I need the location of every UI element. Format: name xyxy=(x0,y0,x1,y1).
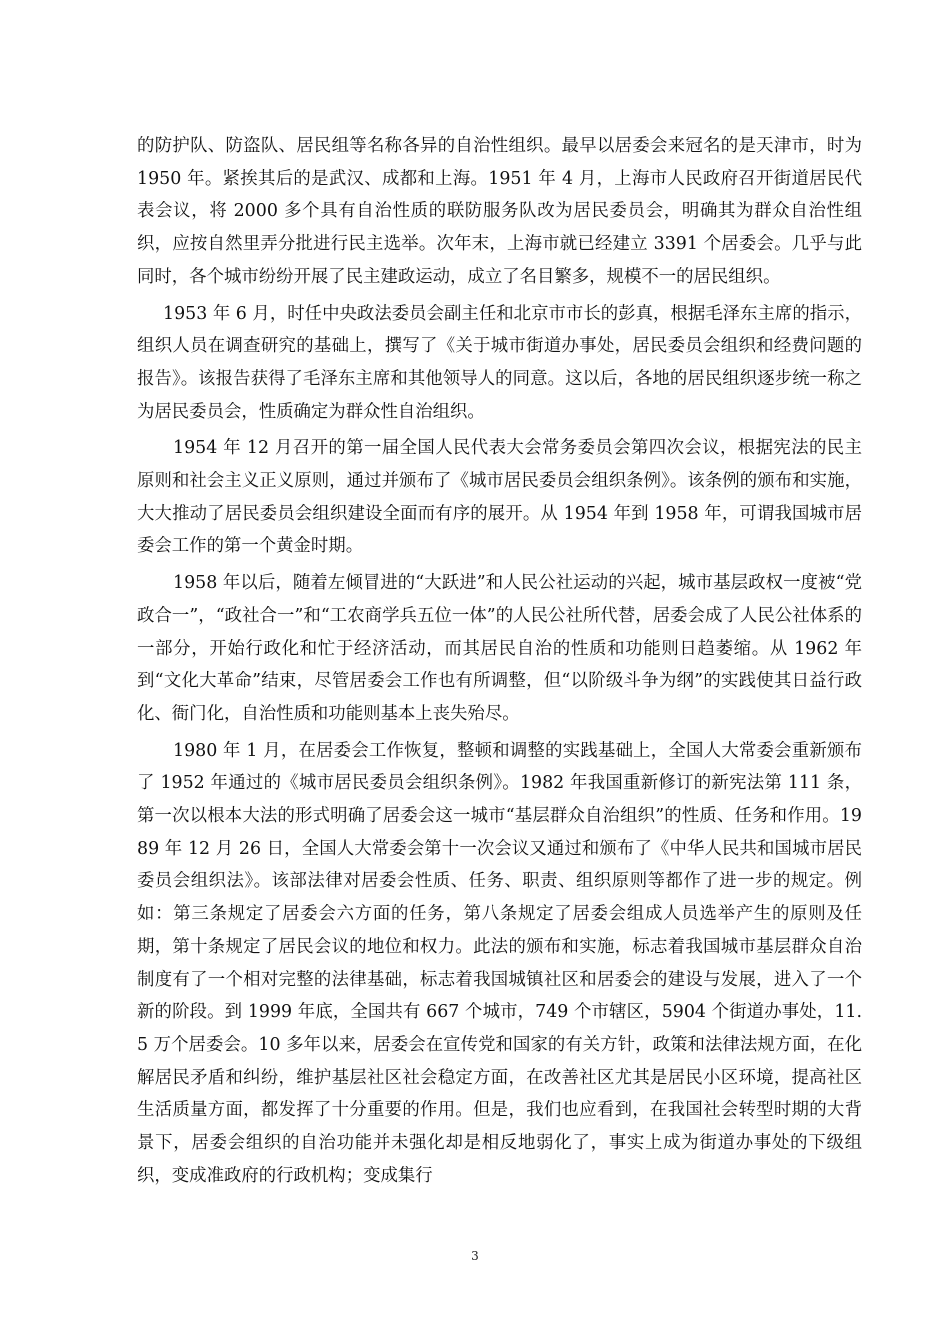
paragraph-4: 1958 年以后，随着左倾冒进的“大跃进”和人民公社运动的兴起，城市基层政权一度被“党政合一”，“政社合一”和“工农商学兵五位一体”的人民公社所代替，居委会成了人民公社体系的一部分，开始行政化和忙于经济活动，而其居民自治的性质和功能则日趋萎缩。从 1962 年到“文化大革命”结束，尽管居委会工作也有所调整，但“以阶级斗争为纲”的实践使其日益行政化、衙门化，自治性质和功能则基本上丧失殆尽。 xyxy=(137,573,862,724)
paragraph-2: 1953 年 6 月，时任中央政法委员会副主任和北京市市长的彭真，根据毛泽东主席的指示，组织人员在调查研究的基础上，撰写了《关于城市街道办事处，居民委员会组织和经费问题的报告》。该报告获得了毛泽东主席和其他领导人的同意。这以后，各地的居民组织逐步统一称之为居民委员会，性质确定为群众性自治组织。 xyxy=(137,303,862,422)
paragraph-5: 1980 年 1 月，在居委会工作恢复，整顿和调整的实践基础上，全国人大常委会重新颁布了 1952 年通过的《城市居民委员会组织条例》。1982 年我国重新修订的新宪法第 111 条，第一次以根本大法的形式明确了居委会这一城市“基层群众自治组织”的性质、任务和作用。1989 年 12 月 26 日，全国人大常委会第十一次会议又通过和颁布了《中华人民共和国城市居民委员会组织法》。该部法律对居委会性质、任务、职责、组织原则等都作了进一步的规定。例如：第三条规定了居委会六方面的任务，第八条规定了居委会组成人员选举产生的原则及任期，第十条规定了居民会议的地位和权力。此法的颁布和实施，标志着我国城市基层群众自治制度有了一个相对完整的法律基础，标志着我国城镇社区和居委会的建设与发展，进入了一个新的阶段。到 1999 年底，全国共有 667 个城市，749 个市辖区，5904 个街道办事处，11.5 万个居委会。10 多年以来，居委会在宣传党和国家的有关方针，政策和法律法规方面，在化解居民矛盾和纠纷，维护基层社区社会稳定方面，在改善社区尤其是居民小区环境，提高社区生活质量方面，都发挥了十分重要的作用。但是，我们也应看到，在我国社会转型时期的大背景下，居委会组织的自治功能并未强化却是相反地弱化了，事实上成为街道办事处的下级组织，变成准政府的行政机构；变成集行 xyxy=(137,740,862,1186)
body-text xyxy=(137,130,862,1193)
page-number: 3 xyxy=(471,1249,479,1263)
paragraph-1: 的防护队、防盗队、居民组等名称各异的自治性组织。最早以居委会来冠名的是天津市，时为 1950 年。紧挨其后的是武汉、成都和上海。1951 年 4 月，上海市人民政府召开街道居民代表会议，将 2000 多个具有自治性质的联防服务队改为居民委员会，明确其为群众自治性组织，应按自然里弄分批进行民主选举。次年末，上海市就已经建立 3391 个居委会。几乎与此同时，各个城市纷纷开展了民主建政运动，成立了名目繁多，规模不一的居民组织。 xyxy=(137,136,862,287)
paragraph-3: 1954 年 12 月召开的第一届全国人民代表大会常务委员会第四次会议，根据宪法的民主原则和社会主义正义原则，通过并颁布了《城市居民委员会组织条例》。该条例的颁布和实施，大大推动了居民委员会组织建设全面而有序的展开。从 1954 年到 1958 年，可谓我国城市居委会工作的第一个黄金时期。 xyxy=(137,438,862,557)
